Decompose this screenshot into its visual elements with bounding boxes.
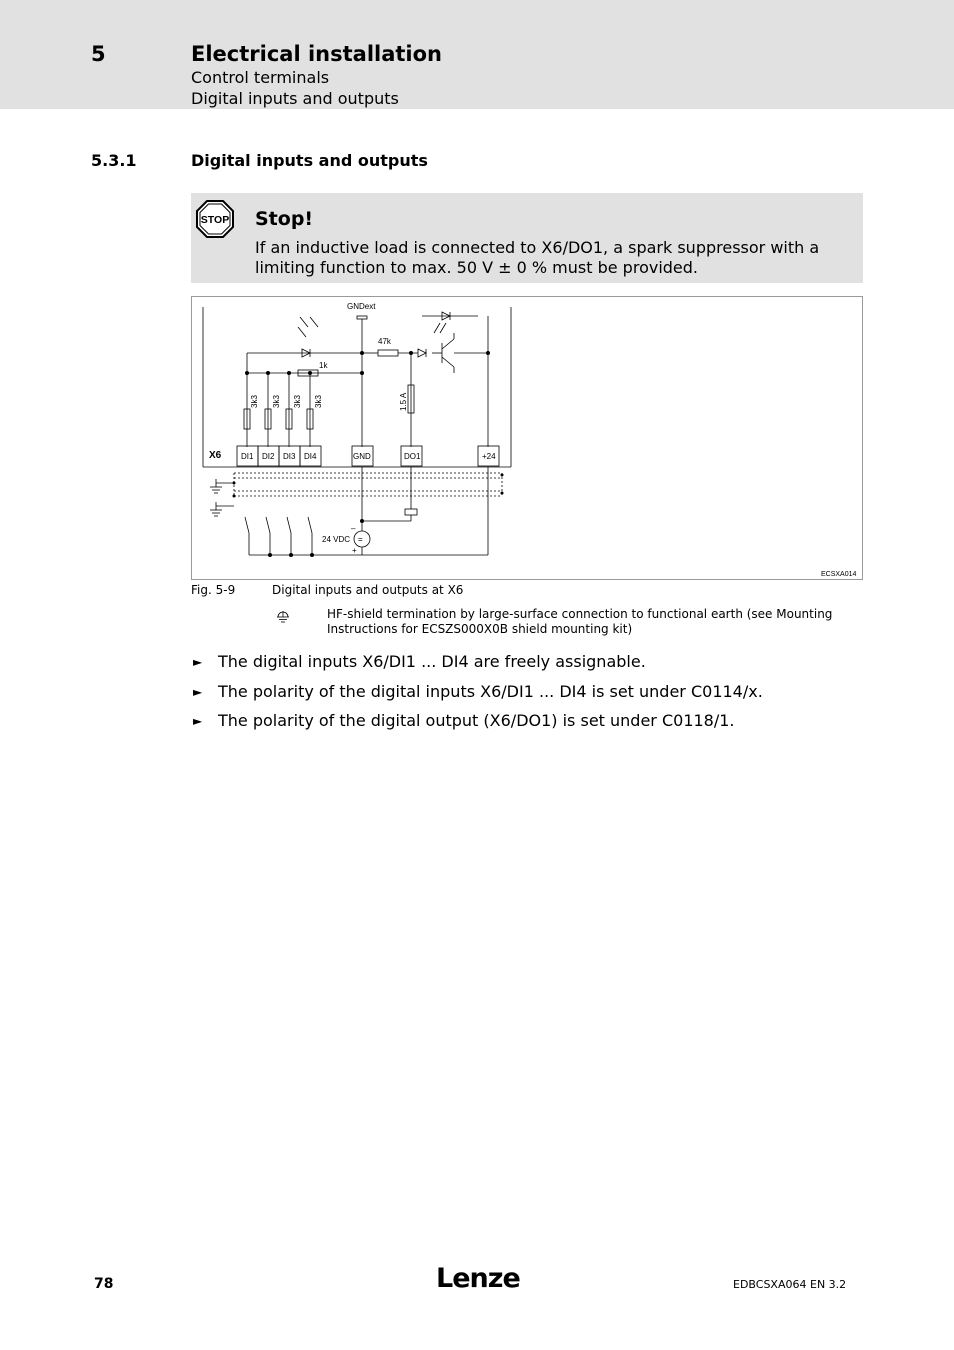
stop-sign-icon: [196, 200, 234, 242]
chapter-title: Electrical installation: [191, 42, 442, 66]
label-1k: 1k: [319, 361, 328, 370]
chapter-subtitle-2: Digital inputs and outputs: [191, 89, 399, 108]
label-3k3-di2: 3k3: [272, 395, 281, 408]
chapter-number: 5: [91, 42, 106, 66]
earth-symbols: [210, 479, 222, 516]
bullet-item: ► The polarity of the digital output (X6/DO1) is set under C0118/1.: [193, 711, 735, 730]
section-number: 5.3.1: [91, 151, 137, 170]
figure-reference: ECSXA014: [821, 571, 857, 578]
label-3k3-di3: 3k3: [293, 395, 302, 408]
bullet-item: ► The digital inputs X6/DI1 ... DI4 are freely assignable.: [193, 652, 646, 671]
label-fuse: 1.5 A: [399, 392, 408, 411]
label-24vdc: 24 VDC: [322, 535, 351, 544]
terminal-di3: DI3: [283, 452, 296, 461]
bullet-arrow-icon: ►: [193, 714, 203, 728]
label-minus: –: [351, 524, 356, 533]
label-dc-symbol: =: [358, 535, 363, 544]
figure-number: Fig. 5-9: [191, 583, 236, 597]
bullet-arrow-icon: ►: [193, 684, 203, 699]
terminal-plus24: +24: [482, 452, 496, 461]
warning-title: Stop!: [255, 208, 314, 230]
terminal-di4: DI4: [304, 452, 317, 461]
document-id: EDBCSXA064 EN 3.2: [733, 1278, 847, 1291]
terminal-gnd: GND: [353, 452, 371, 461]
label-3k3-di1: 3k3: [250, 395, 259, 408]
lenze-logo: Lenze: [436, 1263, 520, 1294]
bullet-item: ► The polarity of the digital inputs X6/DI1 ... DI4 is set under C0114/x.: [193, 681, 763, 701]
legend-text: HF-shield termination by large-surface connection to functional earth (see Mounting Instructions for ECSZS000X0B shield mounting kit): [327, 607, 833, 636]
warning-text: If an inductive load is connected to X6/DO1, a spark suppressor with a limiting function to max. 50 V ± 0 % must be provided.: [255, 238, 820, 277]
label-47k: 47k: [378, 337, 391, 346]
page-number: 78: [94, 1276, 114, 1292]
label-gndext: GNDext: [347, 302, 376, 311]
bullet-arrow-icon: ►: [193, 655, 203, 669]
terminal-di2: DI2: [262, 452, 275, 461]
stop-sign-label: STOP: [200, 214, 230, 226]
circuit-diagram-svg: [192, 297, 864, 581]
terminal-di1: DI1: [241, 452, 254, 461]
figure-caption: Digital inputs and outputs at X6: [272, 583, 464, 597]
hf-shield-earth-icon: [275, 609, 291, 628]
stop-warning-box: [191, 193, 863, 283]
circuit-diagram: [191, 296, 863, 580]
chapter-subtitle-1: Control terminals: [191, 68, 330, 87]
terminal-do1: DO1: [404, 452, 421, 461]
bullet-list: [191, 651, 871, 740]
section-title: Digital inputs and outputs: [191, 151, 428, 170]
label-plus: +: [352, 546, 357, 555]
header-band: [0, 0, 954, 109]
label-3k3-di4: 3k3: [314, 395, 323, 408]
label-x6: X6: [209, 450, 222, 461]
